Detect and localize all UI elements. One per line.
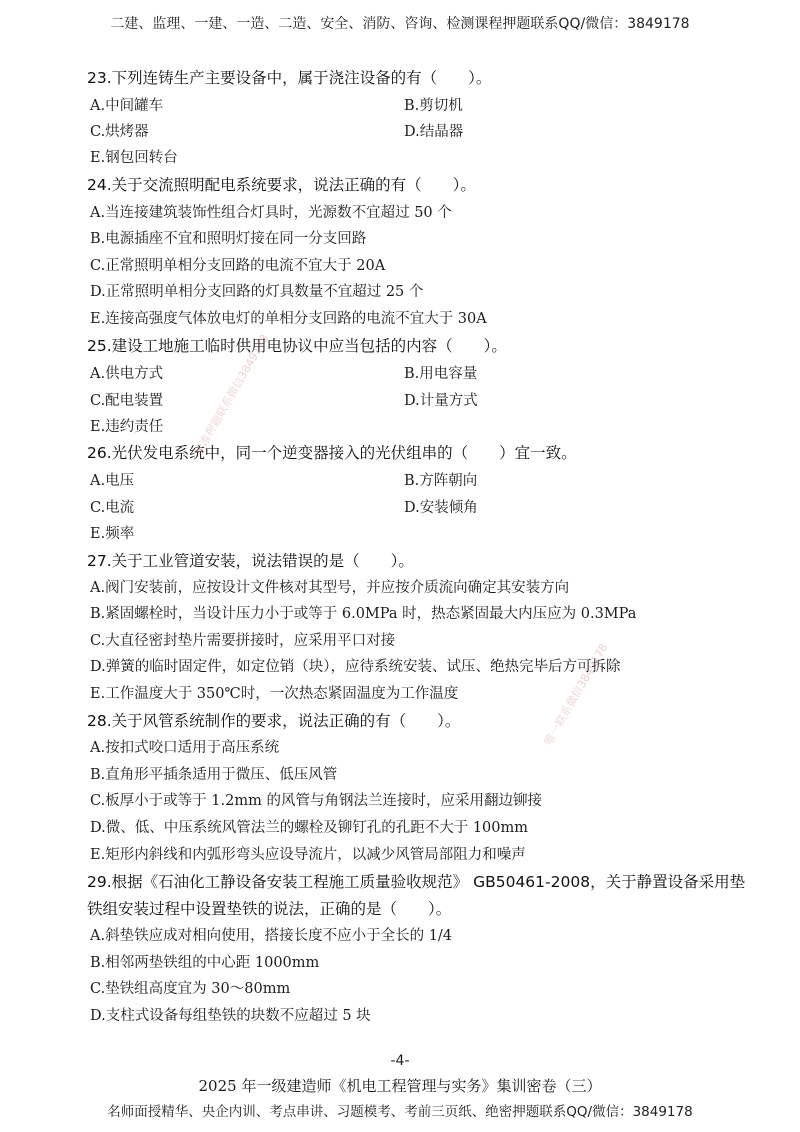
q25-option-a: A.供电方式 <box>90 366 164 382</box>
question-26: 26.光伏发电系统中，同一个逆变器接入的光伏组串的（ ）宜一致。 <box>87 444 577 462</box>
q26-option-c: C.电流 <box>90 500 135 516</box>
q24-option-e: E.连接高强度气体放电灯的单相分支回路的电流不宜大于 30A <box>90 311 487 327</box>
watermark-2: 唯一联系微信3849178 <box>541 641 611 748</box>
q29-option-a: A.斜垫铁应成对相向使用，搭接长度不应小于全长的 1/4 <box>90 928 453 944</box>
q27-option-d: D.弹簧的临时固定件，如定位销（块），应待系统安装、试压、绝热完毕后方可拆除 <box>90 659 621 675</box>
q28-option-e: E.矩形内斜线和内弧形弯头应设导流片，以减少风管局部阻力和噪声 <box>90 847 526 863</box>
question-28: 28.关于风管系统制作的要求，说法正确的有（ ）。 <box>87 712 461 730</box>
q29-option-c: C.垫铁组高度宜为 30～80mm <box>90 981 291 997</box>
q28-option-d: D.微、低、中压系统风管法兰的螺栓及铆钉孔的孔距不大于 100mm <box>90 820 528 836</box>
q25-option-b: B.用电容量 <box>404 366 478 382</box>
q25-option-c: C.配电装置 <box>90 393 164 409</box>
q24-option-d: D.正常照明单相分支回路的灯具数量不宜超过 25 个 <box>90 284 424 300</box>
question-24: 24.关于交流照明配电系统要求，说法正确的有（ ）。 <box>87 176 476 194</box>
q28-option-c: C.板厚小于或等于 1.2mm 的风管与角钢法兰连接时，应采用翻边铆接 <box>90 793 542 809</box>
q24-option-c: C.正常照明单相分支回路的电流不宜大于 20A <box>90 258 386 274</box>
q27-option-b: B.紧固螺栓时，当设计压力小于或等于 6.0MPa 时，热态紧固最大内压应为 0.3MPa <box>90 606 637 622</box>
question-29-line-2: 铁组安装过程中设置垫铁的说法，正确的是（ ）。 <box>87 900 452 918</box>
footer-ad: 名师面授精华、央企内训、考点串讲、习题模考、考前三页纸、绝密押题联系QQ/微信：3849178 <box>107 1104 693 1120</box>
question-29-line-1: 29.根据《石油化工静设备安装工程施工质量验收规范》 GB50461-2008，关于静置设备采用垫 <box>87 873 746 891</box>
q24-option-a: A.当连接建筑装饰性组合灯具时，光源数不宜超过 50 个 <box>90 205 452 221</box>
q26-option-b: B.方阵朝向 <box>404 473 478 489</box>
q29-option-b: B.相邻两垫铁组的中心距 1000mm <box>90 955 320 971</box>
q23-option-d: D.结晶器 <box>404 124 464 140</box>
q28-option-b: B.直角形平插条适用于微压、低压风管 <box>90 767 338 783</box>
q26-option-a: A.电压 <box>90 473 135 489</box>
q29-option-d: D.支柱式设备每组垫铁的块数不应超过 5 块 <box>90 1008 371 1024</box>
question-23: 23.下列连铸生产主要设备中，属于浇注设备的有（ ）。 <box>87 69 492 87</box>
question-27: 27.关于工业管道安装，说法错误的是（ ）。 <box>87 552 414 570</box>
footer-title: 2025 年一级建造师《机电工程管理与实务》集训密卷（三） <box>198 1077 602 1095</box>
q23-option-b: B.剪切机 <box>404 98 463 114</box>
q23-option-c: C.烘烤器 <box>90 124 149 140</box>
q28-option-a: A.按扣式咬口适用于高压系统 <box>90 740 280 756</box>
watermark-1: 精准押题联系微信3849178 <box>191 332 272 458</box>
q23-option-e: E.钢包回转台 <box>90 150 178 166</box>
q25-option-e: E.违约责任 <box>90 419 164 435</box>
q24-option-b: B.电源插座不宜和照明灯接在同一分支回路 <box>90 231 367 247</box>
q25-option-d: D.计量方式 <box>404 393 478 409</box>
q27-option-c: C.大直径密封垫片需要拼接时，应采用平口对接 <box>90 633 396 649</box>
q27-option-e: E.工作温度大于 350℃时，一次热态紧固温度为工作温度 <box>90 686 459 702</box>
page-number: -4- <box>390 1053 410 1069</box>
page-header: 二建、监理、一建、一造、二造、安全、消防、咨询、检测课程押题联系QQ/微信：3849178 <box>110 16 690 32</box>
q26-option-d: D.安装倾角 <box>404 500 478 516</box>
q23-option-a: A.中间罐车 <box>90 98 164 114</box>
q27-option-a: A.阀门安装前，应按设计文件核对其型号，并应按介质流向确定其安装方向 <box>90 580 570 596</box>
question-25: 25.建设工地施工临时供用电协议中应当包括的内容（ ）。 <box>87 337 507 355</box>
q26-option-e: E.频率 <box>90 526 135 542</box>
